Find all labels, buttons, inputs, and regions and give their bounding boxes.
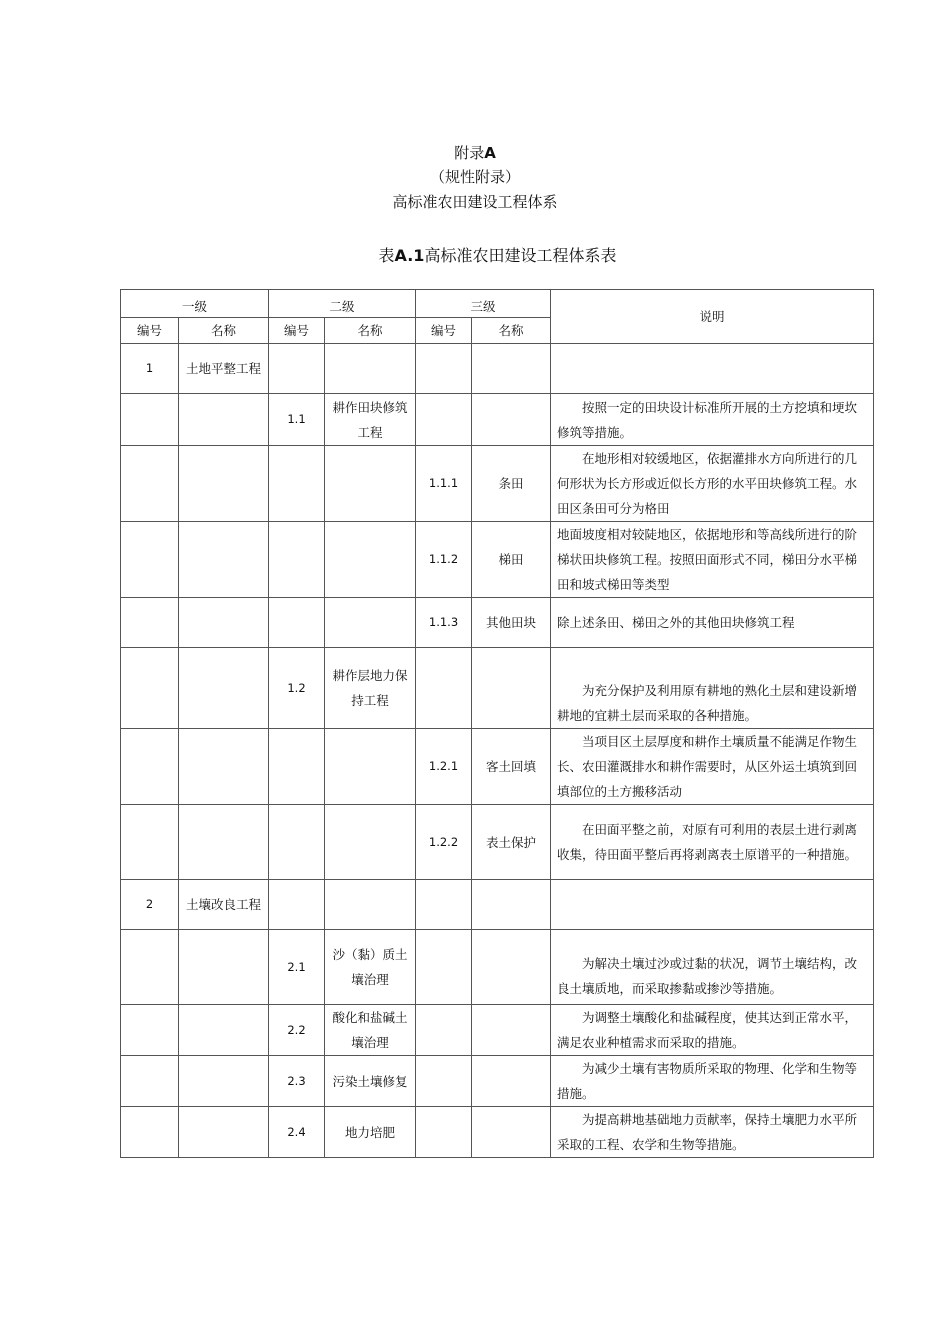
header-code: 编号 [416,318,472,344]
level1-name [179,394,269,446]
header-code: 编号 [269,318,325,344]
description-cell: 按照一定的田块设计标准所开展的土方挖填和埂坎修筑等措施。 [551,394,874,446]
level2-name: 耕作田块修筑工程 [325,394,416,446]
level3-code: 1.1.2 [416,522,472,598]
table-row [121,1056,874,1107]
appendix-type: （规性附录） [429,168,520,186]
description-cell: 为减少土壤有害物质所采取的物理、化学和生物等措施。 [551,1056,874,1107]
description-cell: 地面坡度相对较陡地区，依据地形和等高线所进行的阶梯状田块修筑工程。按照田面形式不同，梯田分水平梯田和坡式梯田等类型 [551,522,874,598]
level2-code [269,729,325,805]
level1-code: 2 [121,880,179,930]
header-description: 说明 [551,290,874,344]
level3-name [472,648,551,729]
table-row [121,930,874,1005]
header-level2: 二级 [269,290,416,318]
level3-code [416,1005,472,1056]
level3-code: 1.2.2 [416,805,472,880]
level3-code [416,1107,472,1158]
table-row [121,805,874,880]
level2-name: 耕作层地力保持工程 [325,648,416,729]
level3-code [416,648,472,729]
level3-name [472,344,551,394]
level2-name [325,805,416,880]
description-cell: 为解决土壤过沙或过黏的状况，调节土壤结构，改良土壤质地，而采取掺黏或掺沙等措施。 [551,930,874,1005]
level2-name [325,522,416,598]
level2-name [325,344,416,394]
level2-code [269,805,325,880]
level1-code [121,930,179,1005]
level3-code [416,344,472,394]
level1-name [179,1056,269,1107]
table-row [121,344,874,394]
level2-code: 2.3 [269,1056,325,1107]
description-cell: 除上述条田、梯田之外的其他田块修筑工程 [551,598,874,648]
level3-name: 条田 [472,446,551,522]
header-name: 名称 [179,318,269,344]
level3-code [416,930,472,1005]
level1-code [121,522,179,598]
description-cell: 为调整土壤酸化和盐碱程度，使其达到正常水平，满足农业种植需求而采取的措施。 [551,1005,874,1056]
level2-code: 2.2 [269,1005,325,1056]
level1-name: 土地平整工程 [179,344,269,394]
level2-name [325,729,416,805]
level3-name: 表土保护 [472,805,551,880]
level1-code [121,805,179,880]
level3-code [416,394,472,446]
level3-name [472,1005,551,1056]
table-row [121,1005,874,1056]
level2-code: 2.1 [269,930,325,1005]
level1-code [121,1056,179,1107]
level2-code [269,880,325,930]
level1-name: 土壤改良工程 [179,880,269,930]
level2-code [269,446,325,522]
level1-name [179,598,269,648]
level2-code [269,344,325,394]
level2-code: 1.2 [269,648,325,729]
table-caption: 表A.1高标准农田建设工程体系表 [378,246,617,265]
level3-name: 客土回填 [472,729,551,805]
header-level3: 三级 [416,290,551,318]
level2-name: 污染土壤修复 [325,1056,416,1107]
table-row [121,880,874,930]
table-row [121,1107,874,1158]
level1-name [179,1107,269,1158]
level1-code: 1 [121,344,179,394]
level1-code [121,648,179,729]
level3-code: 1.1.3 [416,598,472,648]
level1-name [179,522,269,598]
level1-code [121,729,179,805]
description-cell: 在地形相对较缓地区，依据灌排水方向所进行的几何形状为长方形或近似长方形的水平田块修筑工程。水田区条田可分为格田 [551,446,874,522]
level3-name [472,394,551,446]
level3-name [472,1107,551,1158]
level2-name: 酸化和盐碱土壤治理 [325,1005,416,1056]
level1-name [179,446,269,522]
level2-name: 沙（黏）质土壤治理 [325,930,416,1005]
level1-name [179,729,269,805]
level2-code: 2.4 [269,1107,325,1158]
level3-code: 1.1.1 [416,446,472,522]
level2-name: 地力培肥 [325,1107,416,1158]
description-cell: 为提高耕地基础地力贡献率，保持土壤肥力水平所采取的工程、农学和生物等措施。 [551,1107,874,1158]
level3-name [472,880,551,930]
level1-code [121,1107,179,1158]
table-row [121,394,874,446]
level2-code [269,522,325,598]
level3-code [416,1056,472,1107]
level1-name [179,930,269,1005]
engineering-system-table [120,289,874,1158]
level1-code [121,1005,179,1056]
level3-name [472,930,551,1005]
level1-code [121,598,179,648]
level2-name [325,598,416,648]
level1-name [179,805,269,880]
level3-name: 其他田块 [472,598,551,648]
table-row [121,522,874,598]
description-cell: 为充分保护及利用原有耕地的熟化土层和建设新增耕地的宜耕土层而采取的各种措施。 [551,648,874,729]
description-cell: 当项目区土层厚度和耕作土壤质量不能满足作物生长、农田灌溉排水和耕作需要时，从区外运土填筑到回填部位的土方搬移活动 [551,729,874,805]
table-row [121,729,874,805]
level2-name [325,446,416,522]
table-row [121,446,874,522]
description-cell [551,880,874,930]
header-level1: 一级 [121,290,269,318]
level3-name: 梯田 [472,522,551,598]
level1-name [179,1005,269,1056]
header-name: 名称 [472,318,551,344]
level3-code: 1.2.1 [416,729,472,805]
level2-code: 1.1 [269,394,325,446]
table-row [121,598,874,648]
appendix-subject: 高标准农田建设工程体系 [392,193,558,211]
level2-name [325,880,416,930]
level1-code [121,446,179,522]
description-cell [551,344,874,394]
description-cell: 在田面平整之前，对原有可利用的表层土进行剥离收集，待田面平整后再将剥离表土原谱平的一种措施。 [551,805,874,880]
table-row [121,648,874,729]
level1-code [121,394,179,446]
level1-name [179,648,269,729]
header-name: 名称 [325,318,416,344]
level3-code [416,880,472,930]
level2-code [269,598,325,648]
appendix-title: 附录A [454,144,496,162]
level3-name [472,1056,551,1107]
header-code: 编号 [121,318,179,344]
